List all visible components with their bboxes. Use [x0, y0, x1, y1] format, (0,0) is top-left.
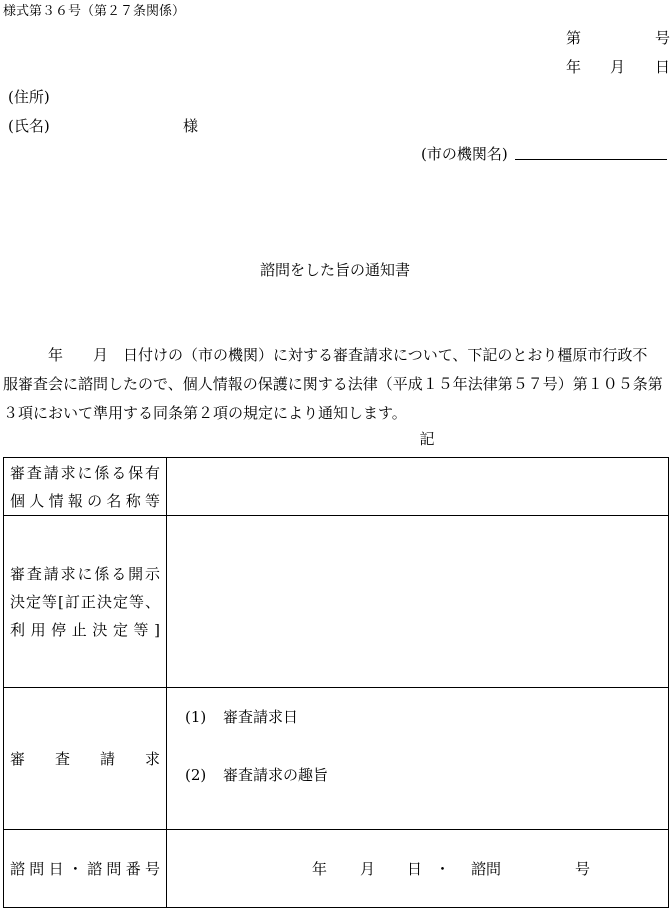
inquiry-day-label: 日	[407, 860, 423, 878]
notice-body-line-3: ３項において準用する同条第２項の規定により通知します。	[3, 404, 407, 422]
inquiry-label: 諮問日・諮問番号	[10, 859, 160, 878]
inquiry-separator: ・	[435, 860, 451, 878]
inquiry-value-cell	[167, 830, 669, 908]
personal-info-label-line-1: 審査請求に係る保有	[10, 463, 160, 482]
honorific-label: 様	[183, 117, 199, 135]
notice-body-line-2: 服審査会に諮問したので、個人情報の保護に関する法律（平成１５年法律第５７号）第１０５条第	[3, 375, 663, 393]
details-table	[3, 457, 669, 908]
date-day-label: 日	[655, 58, 670, 76]
review-request-label-cell	[4, 688, 167, 830]
notice-body-line-1: 年 月 日付けの（市の機関）に対する審査請求について、下記のとおり橿原市行政不	[3, 346, 648, 364]
review-request-date-number: (1)	[185, 708, 207, 726]
review-request-date-item	[167, 688, 668, 746]
document-number-label: 第	[566, 29, 582, 47]
document-number-suffix: 号	[655, 29, 670, 47]
document-title: 諮問をした旨の通知書	[259, 261, 410, 279]
inquiry-month-label: 月	[360, 860, 376, 878]
personal-info-label-line-2: 個人情報の名称等	[10, 491, 160, 510]
inquiry-label-cell	[4, 830, 167, 908]
review-request-purpose-text: 審査請求の趣旨	[223, 766, 329, 784]
personal-info-value-cell	[167, 458, 669, 516]
personal-info-label-cell	[4, 458, 167, 516]
disclosure-decision-label-line-1: 審査請求に係る開示	[10, 564, 160, 583]
table-row-inquiry	[4, 830, 669, 908]
agency-name-field-line	[515, 159, 667, 160]
table-row-review-request	[4, 688, 669, 830]
agency-name-label: (市の機関名)	[421, 145, 508, 163]
inquiry-year-label: 年	[312, 860, 328, 878]
inquiry-number-suffix: 号	[575, 860, 591, 878]
review-request-value-cell	[167, 688, 669, 830]
name-label: (氏名)	[8, 117, 50, 135]
table-row-disclosure-decision	[4, 516, 669, 688]
inquiry-number-label: 諮問	[471, 860, 502, 878]
form-number: 様式第３６号（第２７条関係）	[3, 4, 186, 19]
disclosure-decision-label-line-3: 利用停止決定等]	[10, 620, 160, 639]
review-request-purpose-number: (2)	[185, 766, 207, 784]
disclosure-decision-label-cell	[4, 516, 167, 688]
disclosure-decision-value-cell	[167, 516, 669, 688]
date-month-label: 月	[610, 58, 626, 76]
review-request-purpose-item	[167, 746, 668, 804]
address-label: (住所)	[8, 88, 50, 106]
table-row-personal-info	[4, 458, 669, 516]
notice-body	[3, 341, 669, 428]
review-request-label: 審査請求	[10, 749, 160, 768]
record-marker: 記	[419, 430, 435, 448]
review-request-date-text: 審査請求日	[223, 708, 299, 726]
disclosure-decision-label-line-2: 決定等[訂正決定等、	[10, 592, 160, 611]
date-year-label: 年	[566, 58, 582, 76]
